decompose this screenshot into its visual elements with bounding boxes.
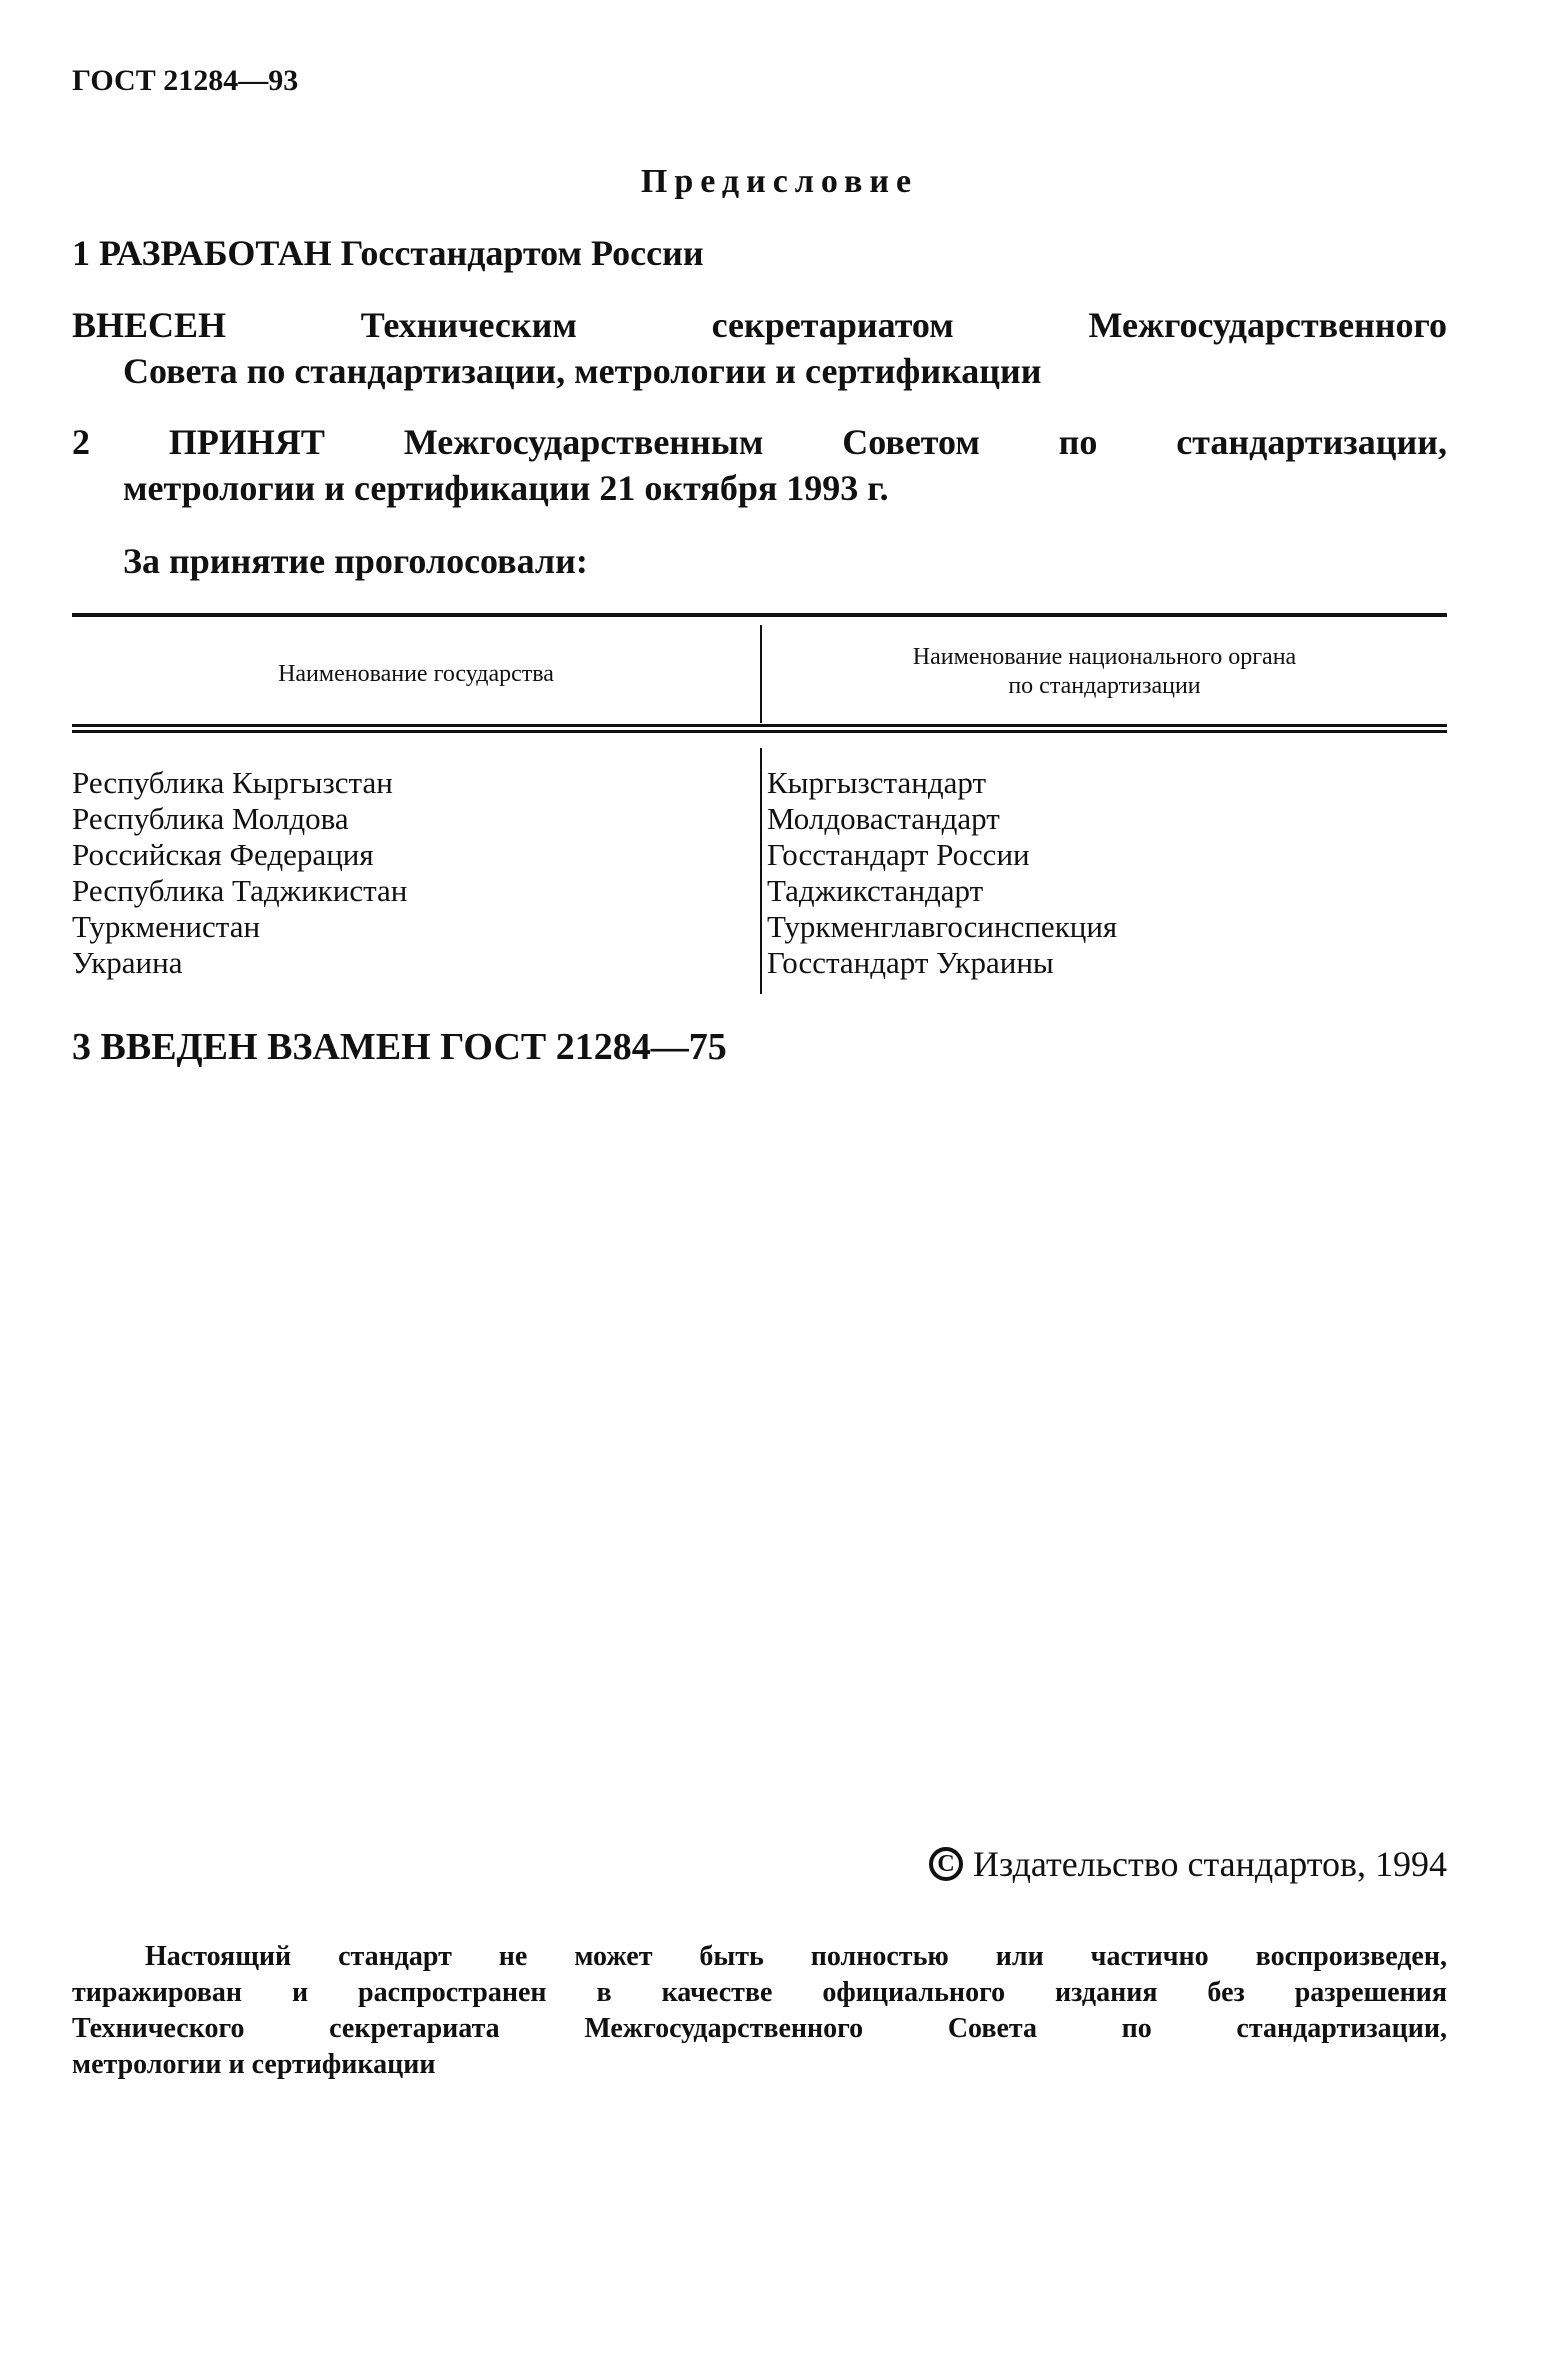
table-row: Республика Таджикистан (72, 873, 408, 908)
copyright-text: Издательство стандартов, 1994 (973, 1844, 1447, 1884)
table-row: Туркменистан (72, 909, 261, 944)
section-title: Предисловие (640, 163, 919, 200)
table-row: Госстандарт Украины (767, 945, 1054, 980)
notice-line: тиражирован и распространен в качестве официального издания без разрешения (72, 1977, 1447, 2008)
table-row: Российская Федерация (72, 837, 374, 872)
notice-paragraph (72, 1939, 1447, 2083)
table-row: Туркменглавгосинспекция (767, 909, 1118, 944)
table-header-rule-2 (72, 730, 1447, 733)
adopted-text: Межгосударственным Советом по стандартизации, (403, 422, 1447, 462)
copyright-icon: C (929, 1847, 963, 1881)
column-header-state: Наименование государства (278, 661, 554, 687)
developed-label: 1 РАЗРАБОТАН (72, 233, 332, 273)
adopted-line1 (72, 421, 1447, 463)
copyright-line (929, 1843, 1447, 1885)
table-row: Кыргызстандарт (767, 765, 986, 800)
table-column-bodies (767, 765, 1117, 981)
voted-label: За принятие проголосовали: (123, 541, 588, 581)
column-header-body-line1: Наименование национального органа (912, 644, 1297, 670)
table-row: Республика Кыргызстан (72, 765, 393, 800)
developed-text: Госстандартом России (340, 233, 704, 273)
table-top-rule (72, 613, 1447, 617)
column-header-body (762, 643, 1447, 701)
table-row: Таджикстандарт (767, 873, 984, 908)
document-code: ГОСТ 21284—93 (72, 64, 299, 97)
table-body-divider (760, 748, 762, 994)
table-column-states (72, 765, 407, 981)
notice-line: Технического секретариата Межгосударственного Совета по стандартизации, (72, 2013, 1447, 2044)
introduced-label: ВНЕСЕН (72, 305, 227, 345)
table-row: Республика Молдова (72, 801, 349, 836)
notice-line: метрологии и сертификации (72, 2049, 436, 2080)
column-header-body-line2: по стандартизации (1008, 673, 1201, 699)
table-row: Молдовастандарт (767, 801, 1000, 836)
table-row: Госстандарт России (767, 837, 1030, 872)
notice-line: Настоящий стандарт не может быть полностью или частично воспроизведен, (145, 1941, 1447, 1972)
developed-item (72, 232, 704, 274)
adopted-line2: метрологии и сертификации 21 октября 1993 г. (123, 468, 889, 508)
table-header-rule-1 (72, 724, 1447, 727)
introduced-line1 (72, 304, 1447, 346)
replaced-item: 3 ВВЕДЕН ВЗАМЕН ГОСТ 21284—75 (72, 1026, 727, 1068)
adopted-label: 2 ПРИНЯТ (72, 422, 325, 462)
introduced-text: Техническим секретариатом Межгосударственного (360, 305, 1447, 345)
table-row: Украина (72, 945, 183, 980)
introduced-line2: Совета по стандартизации, метрологии и сертификации (123, 351, 1042, 391)
